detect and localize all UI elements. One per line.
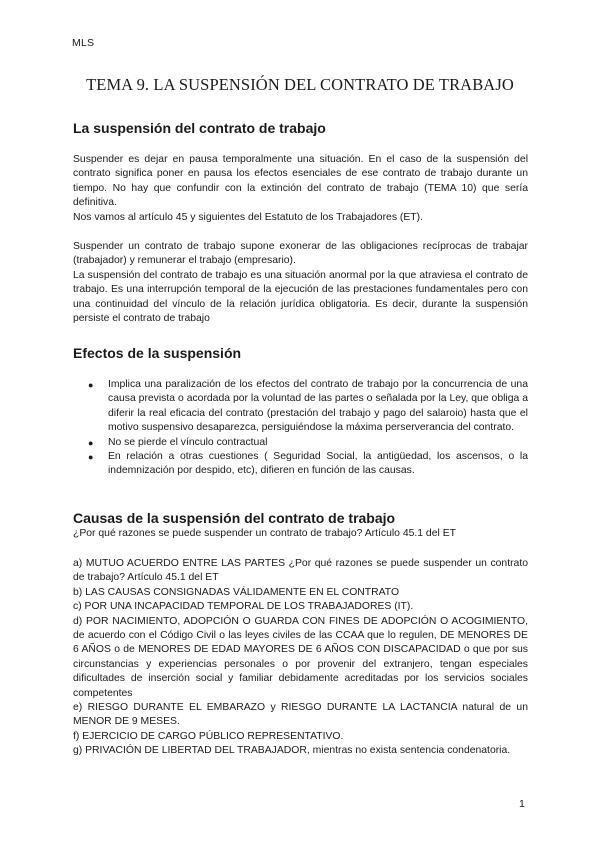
list-item <box>88 436 528 450</box>
cause-item: a) MUTUO ACUERDO ENTRE LAS PARTES ¿Por qué razones se puede suspender un contrato de trabajo? Artículo 45.1 del ET <box>73 558 528 584</box>
page-title: TEMA 9. LA SUSPENSIÓN DEL CONTRATO DE TRABAJO <box>86 75 514 94</box>
cause-item: d) POR NACIMIENTO, ADOPCIÓN O GUARDA CON FINES DE ADOPCIÓN O ACOGIMIENTO, de acuerdo con el Código Civil o las leyes civiles de las CCAA que lo regulen, DE MENORES DE 6 AÑOS o de MENORES DE EDAD MAYORES DE 6 AÑOS CON DISCAPACIDAD o que por sus circunstancias y experiencias personales o por provenir del extranjero, tengan especiales dificultades de inserción social y familiar debidamente acreditadas por los servicios sociales competentes <box>73 615 528 699</box>
causes-intro: ¿Por qué razones se puede suspender un contrato de trabajo? Artículo 45.1 del ET <box>73 528 456 539</box>
list-item <box>88 378 528 436</box>
cause-item: c) POR UNA INCAPACIDAD TEMPORAL DE LOS TRABAJADORES (IT). <box>73 601 414 613</box>
cause-item: f) EJERCICIO DE CARGO PÚBLICO REPRESENTATIVO. <box>73 730 344 742</box>
bullet-icon: ● <box>88 380 94 390</box>
list-item-text: Implica una paralización de los efectos del contrato de trabajo por la concurrencia de una causa prevista o acordada por la voluntad de las partes o señalada por la Ley, que obliga a diferir la real eficacia del contrato (prestación del trabajo y pago del salaroio) hasta que el motivo suspensivo desaparezca, persiguiéndose la máxima perserverancia del contrato. <box>108 379 528 434</box>
section-heading-causes: Causas de la suspensión del contrato de trabajo <box>73 510 396 526</box>
cause-item: e) RIESGO DURANTE EL EMBARAZO y RIESGO DURANTE LA LACTANCIA natural de un MENOR DE 9 MESES. <box>73 702 528 728</box>
paragraph: La suspensión del contrato de trabajo es una situación anormal por la que atraviesa el contrato de trabajo. Es una interrupción temporal de la ejecución de las prestaciones fundamentales pero con una continuidad del vínculo de la relación jurídica obligatoria. Es decir, durante la suspensión persiste el contrato de trabajo <box>73 269 528 325</box>
bullet-icon: ● <box>88 452 94 463</box>
causes-list <box>73 557 528 759</box>
list-item-text: No se pierde el vínculo contractual <box>108 436 268 448</box>
bullet-icon: ● <box>88 437 94 448</box>
page-number: 1 <box>519 798 525 810</box>
list-item-text: En relación a otras cuestiones ( Seguridad Social, la antigüedad, los ascensos, o la indemnización por despido, etc), difieren en función de las causas. <box>108 451 528 477</box>
section-suspension-body-2 <box>73 240 528 326</box>
list-item <box>88 450 528 479</box>
paragraph: Nos vamos al artículo 45 y siguientes del Estatuto de los Trabajadores (ET). <box>73 211 423 223</box>
effects-list <box>88 378 528 479</box>
section-heading-effects: Efectos de la suspensión <box>73 345 242 361</box>
author-initials: MLS <box>72 37 95 49</box>
paragraph: Suspender es dejar en pausa temporalmente una situación. En el caso de la suspensión del contrato significa poner en pausa los efectos esenciales de ese contrato de trabajo durante un tiempo. No hay que confundir con la extinción del contrato de trabajo (TEMA 10) que sería definitiva. <box>73 154 528 209</box>
section-heading-suspension: La suspensión del contrato de trabajo <box>73 120 326 136</box>
cause-item: b) LAS CAUSAS CONSIGNADAS VÁLIDAMENTE EN EL CONTRATO <box>73 586 400 598</box>
section-suspension-body <box>73 153 528 225</box>
cause-item: g) PRIVACIÓN DE LIBERTAD DEL TRABAJADOR, mientras no exista sentencia condenatoria. <box>73 745 511 757</box>
paragraph: Suspender un contrato de trabajo supone exonerar de las obligaciones recíprocas de trabajar (trabajador) y remunerar el trabajo (empresario). <box>73 241 528 267</box>
